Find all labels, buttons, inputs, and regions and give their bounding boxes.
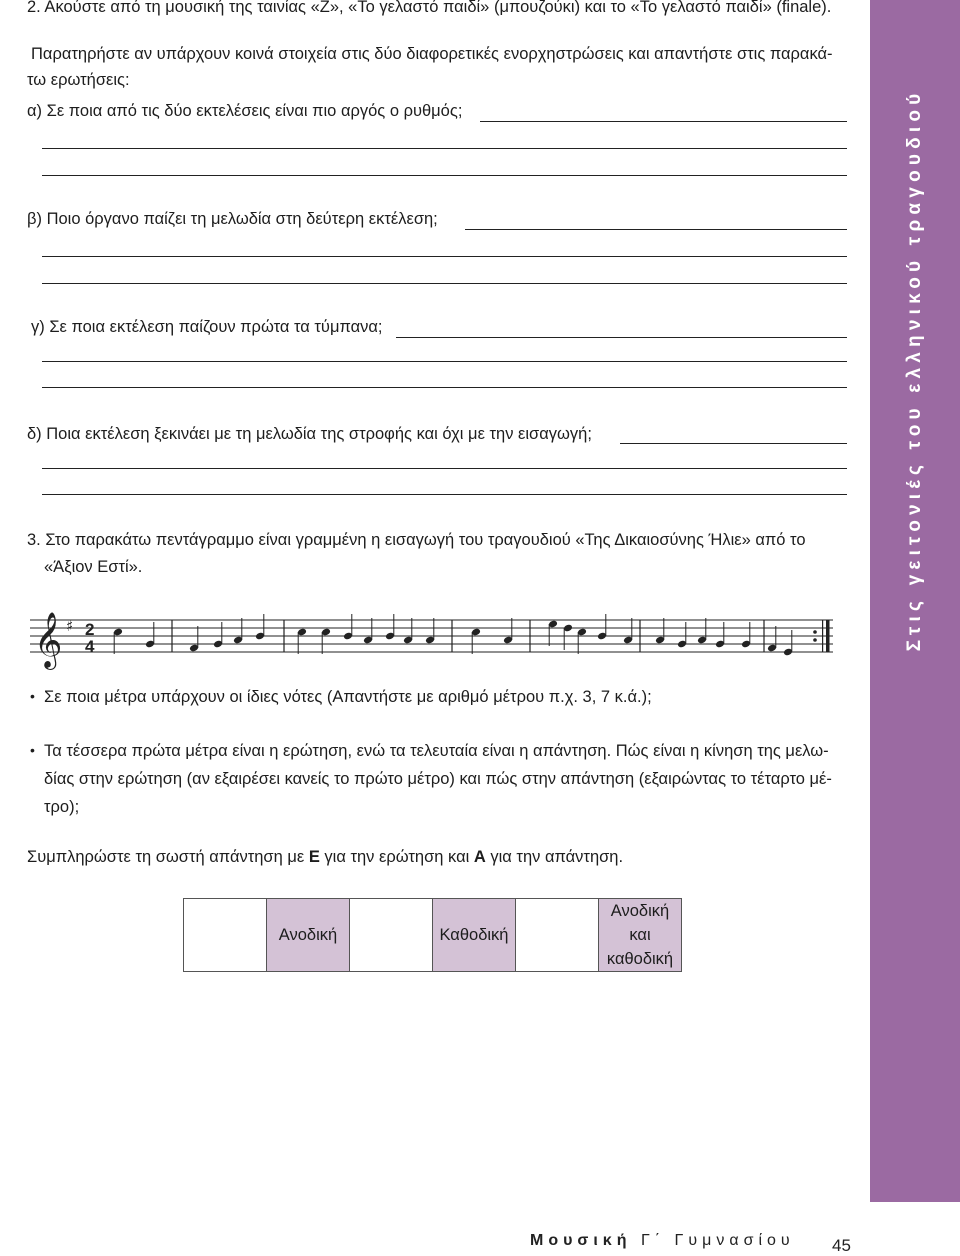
sharp-icon: ♯ xyxy=(66,617,74,635)
answer-cell-2[interactable] xyxy=(350,899,433,972)
footer-title: Μουσική Γ΄ Γυμνασίου xyxy=(530,1232,795,1249)
option-kathodiki: Καθοδική xyxy=(433,899,516,972)
answer-line-2c-3[interactable] xyxy=(42,387,847,388)
answer-cell-1[interactable] xyxy=(184,899,267,972)
bullet-question-2-cont: δίας στην ερώτηση (αν εξαιρέσει κανείς το πρώτο μέτρο) και πώς στην απάντηση (εξαιρώντας το τέταρτο μέ- xyxy=(44,770,832,788)
question-2d: δ) Ποια εκτέλεση ξεκινάει με τη μελωδία της στροφής και όχι με την εισαγωγή; xyxy=(27,425,592,443)
answer-line-2b-1[interactable] xyxy=(465,229,847,230)
answer-line-2c-1[interactable] xyxy=(396,337,847,338)
letter-a: Α xyxy=(473,848,486,866)
question-2c: γ) Σε ποια εκτέλεση παίζουν πρώτα τα τύμπανα; xyxy=(31,318,383,336)
question-2a: α) Σε ποια από τις δύο εκτελέσεις είναι πιο αργός ο ρυθμός; xyxy=(27,102,463,120)
question-2-intro: Παρατηρήστε αν υπάρχουν κοινά στοιχεία στις δύο διαφορετικές ενορχηστρώσεις και απαντήστε στις παρακά- xyxy=(31,45,833,63)
answer-cell-3[interactable] xyxy=(516,899,599,972)
answer-line-2d-1[interactable] xyxy=(620,443,847,444)
option-anodiki-kai-kathodiki: Ανοδική και καθοδική xyxy=(599,899,682,972)
answer-line-2c-2[interactable] xyxy=(42,361,847,362)
option-anodiki: Ανοδική xyxy=(267,899,350,972)
letter-e: Ε xyxy=(308,848,320,866)
bullet-question-2: Τα τέσσερα πρώτα μέτρα είναι η ερώτηση, ενώ τα τελευταία είναι η απάντηση. Πώς είναι η κίνηση της μελω- xyxy=(44,742,829,760)
answer-line-2a-2[interactable] xyxy=(42,148,847,149)
question-2b: β) Ποιο όργανο παίζει τη μελωδία στη δεύτερη εκτέλεση; xyxy=(27,210,438,228)
question-3-text-cont: «Άξιον Εστί». xyxy=(44,558,143,576)
answer-line-2d-3[interactable] xyxy=(42,494,847,495)
page-number: 45 xyxy=(832,1236,851,1255)
music-staff xyxy=(30,610,840,680)
question-2-title: 2. Ακούστε από τη μουσική της ταινίας «Ζ», «Το γελαστό παιδί» (μπουζούκι) και το «Το γελαστό παιδί» (finale). xyxy=(27,0,832,16)
answer-line-2a-3[interactable] xyxy=(42,175,847,176)
question-2-intro-cont: τω ερωτήσεις: xyxy=(27,71,130,89)
question-3-text: 3. Στο παρακάτω πεντάγραμμο είναι γραμμένη η εισαγωγή του τραγουδιού «Της Δικαιοσύνης Ήλιε» από το xyxy=(27,531,806,549)
bullet-icon: • xyxy=(30,688,35,704)
answer-table xyxy=(183,898,682,972)
answer-line-2d-2[interactable] xyxy=(42,468,847,469)
time-signature-top: 2 xyxy=(85,620,95,639)
bullet-question-1: Σε ποια μέτρα υπάρχουν οι ίδιες νότες (Απαντήστε με αριθμό μέτρου π.χ. 3, 7 κ.ά.); xyxy=(44,688,652,706)
answer-line-2a-1[interactable] xyxy=(480,121,847,122)
sidebar-title: Στις γειτονιές του ελληνικού τραγουδιού xyxy=(904,88,925,652)
answer-line-2b-3[interactable] xyxy=(42,283,847,284)
fill-instruction: Συμπληρώστε τη σωστή απάντηση με Ε για την ερώτηση και Α για την απάντηση. xyxy=(27,848,624,866)
sidebar-band xyxy=(870,0,960,1202)
answer-line-2b-2[interactable] xyxy=(42,256,847,257)
bullet-question-2-cont2: τρο); xyxy=(44,798,80,816)
treble-clef-icon: 𝄞 xyxy=(34,612,63,668)
time-signature-bottom: 4 xyxy=(85,637,95,656)
bullet-icon: • xyxy=(30,742,35,758)
